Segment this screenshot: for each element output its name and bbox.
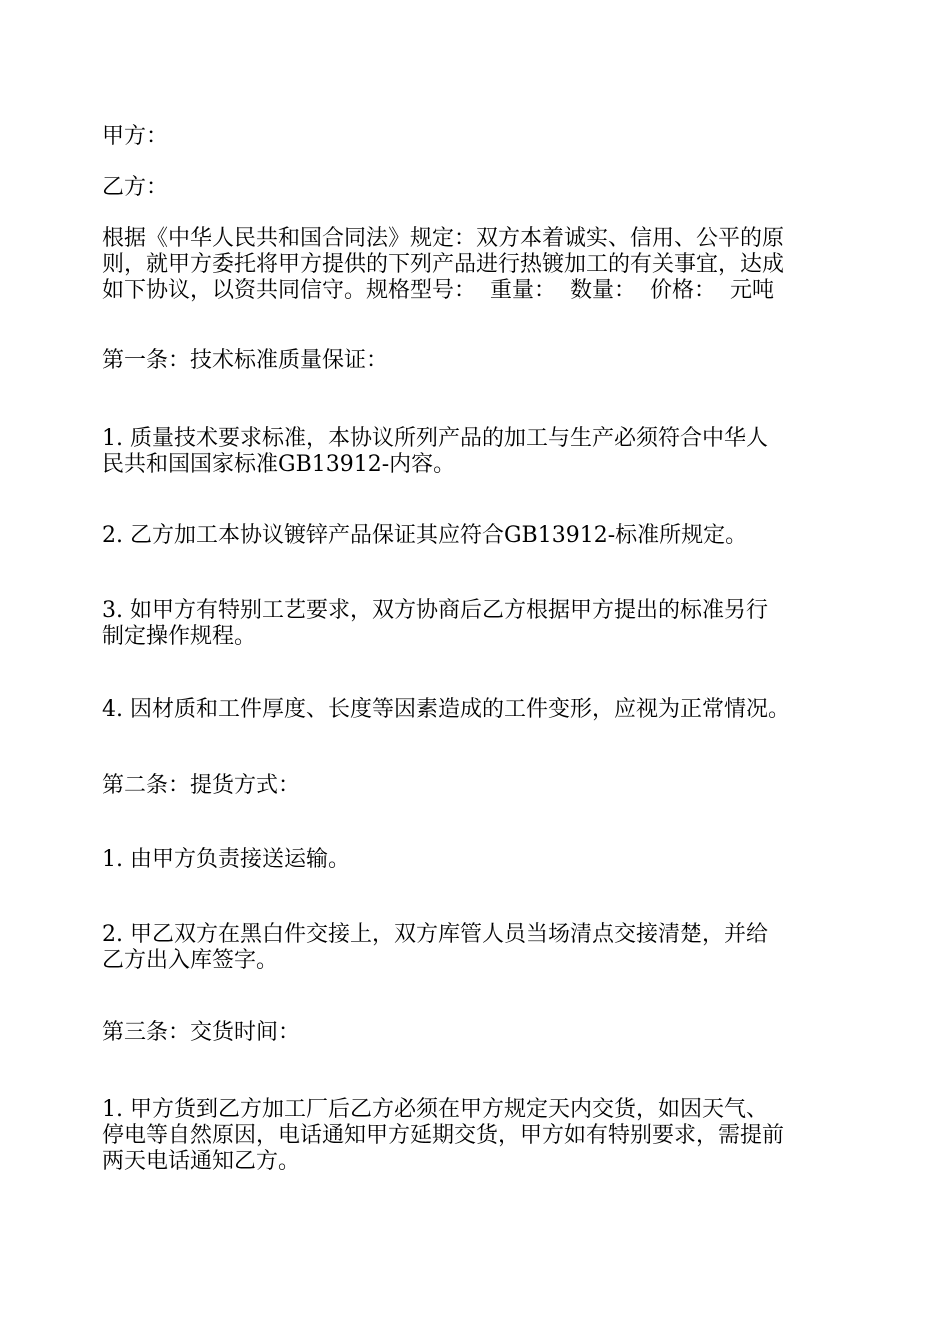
text-line: 根据《中华人民共和国合同法》规定：双方本着诚实、信用、公平的原 (102, 226, 785, 251)
article-1-item-3 (102, 598, 852, 650)
article-3-heading: 第三条：交货时间： (102, 1020, 301, 1045)
text-line: 两天电话通知乙方。 (102, 1149, 301, 1174)
article-1-heading: 第一条：技术标准质量保证： (102, 348, 389, 373)
text-line: 2. 甲乙双方在黑白件交接上，双方库管人员当场清点交接清楚，并给 (102, 922, 768, 947)
article-3-item-1 (102, 1097, 852, 1175)
article-1-item-1 (102, 426, 852, 478)
text-line: 3. 如甲方有特别工艺要求，双方协商后乙方根据甲方提出的标准另行 (102, 598, 768, 623)
text-line: 制定操作规程。 (102, 624, 257, 649)
article-2-heading: 第二条：提货方式： (102, 773, 301, 798)
article-2-item-2 (102, 922, 852, 974)
article-2-item-1: 1. 由甲方负责接送运输。 (102, 847, 350, 872)
text-line: 1. 质量技术要求标准，本协议所列产品的加工与生产必须符合中华人 (102, 426, 768, 451)
article-1-item-4: 4. 因材质和工件厚度、长度等因素造成的工件变形，应视为正常情况。 (102, 697, 790, 722)
text-line: 则，就甲方委托将甲方提供的下列产品进行热镀加工的有关事宜，达成 (102, 252, 785, 277)
text-line: 民共和国国家标准GB13912-内容。 (102, 452, 456, 477)
party-b-label: 乙方： (102, 175, 169, 200)
text-line: 停电等自然原因，电话通知甲方延期交货，甲方如有特别要求，需提前 (102, 1123, 785, 1148)
intro-paragraph (102, 226, 852, 304)
party-a-label: 甲方： (102, 124, 169, 149)
text-line: 如下协议，以资共同信守。规格型号： 重量： 数量： 价格： 元吨 (102, 278, 774, 303)
article-1-item-2: 2. 乙方加工本协议镀锌产品保证其应符合GB13912-标准所规定。 (102, 523, 748, 548)
text-line: 1. 甲方货到乙方加工厂后乙方必须在甲方规定天内交货，如因天气、 (102, 1097, 768, 1122)
text-line: 乙方出入库签字。 (102, 948, 279, 973)
